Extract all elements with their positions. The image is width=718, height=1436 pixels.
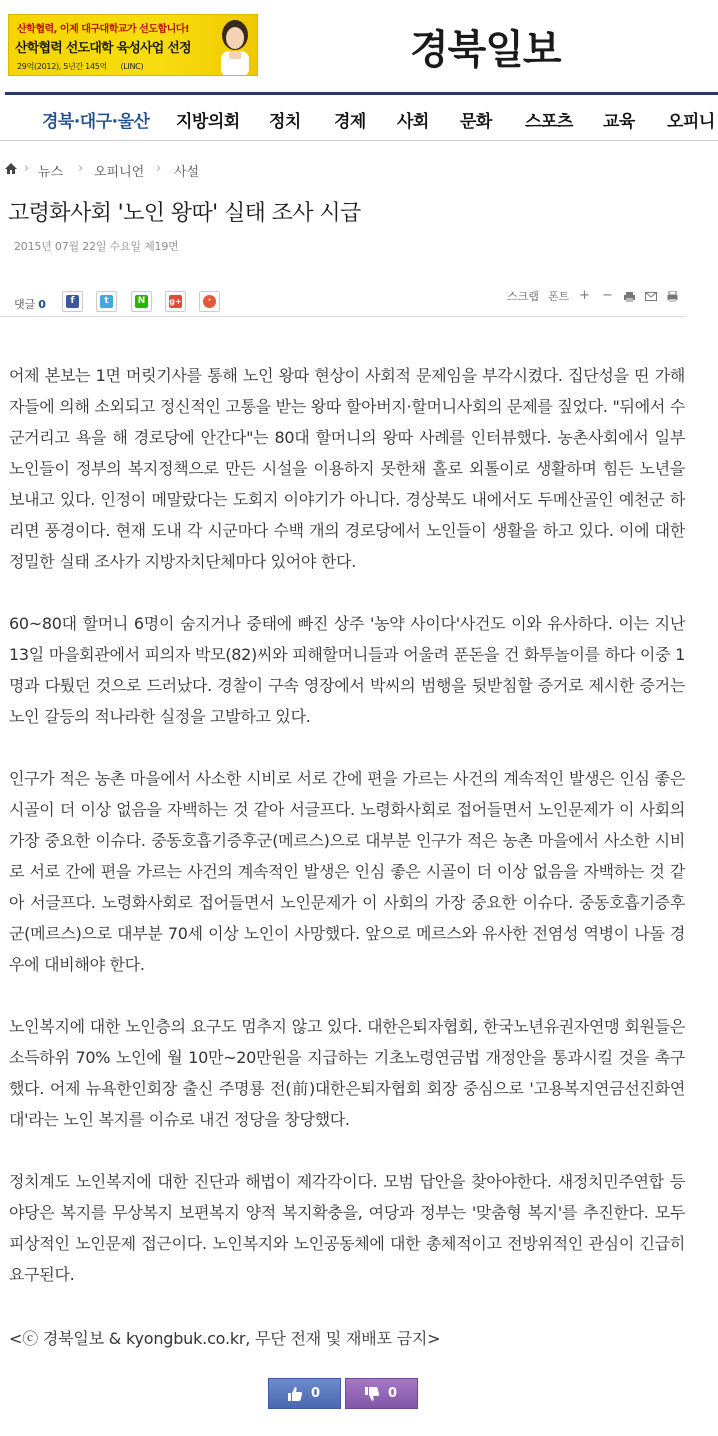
circle-share-icon: · bbox=[203, 295, 216, 308]
article-body bbox=[9, 360, 685, 1321]
chevron-right-icon: › bbox=[24, 161, 30, 176]
site-logo[interactable]: 경북일보 bbox=[410, 27, 561, 73]
banner-headline: 산학협력, 이제 대구대학교가 선도합니다! bbox=[17, 24, 190, 35]
facebook-share-button[interactable] bbox=[62, 291, 83, 312]
print-page-icon[interactable] bbox=[667, 291, 678, 302]
naver-icon: N bbox=[135, 295, 148, 308]
breadcrumb-editorial[interactable]: 사설 bbox=[174, 165, 200, 180]
scrap-button[interactable]: 스크랩 bbox=[507, 290, 539, 303]
article-paragraph: 노인복지에 대한 노인층의 요구도 멈추지 않고 있다. 대한은퇴자협회, 한국노년유권자연맹 회원들은 소득하위 70% 노인에 월 10만~20만원을 지급하는 기초노령연금법 개정안을 통과시킬 것을 촉구했다. 어제 뉴욕한인회장 출신 주명룡 전(前)대한은퇴자협회 회장 중심으로 '고용복지연금선진화연대'라는 노인 복지를 이슈로 내건 정당을 창당했다. bbox=[9, 1017, 685, 1129]
dislike-count: 0 bbox=[388, 1386, 398, 1401]
nav-item-society[interactable]: 사회 bbox=[397, 112, 429, 132]
article-paragraph: 정치계도 노인복지에 대한 진단과 해법이 제각각이다. 모범 답안을 찾아야한다. 새정치민주연합 등 야당은 복지를 무상복지 보편복지 양적 복지확충을, 여당과 정부는 '맞춤형 복지'를 추진한다. 모두 피상적인 노인문제 접근이다. 노인복지와 노인공동체에 대한 총체적이고 전방위적인 관심이 긴급히 요구된다. bbox=[9, 1172, 685, 1284]
article-title: 고령화사회 '노인 왕따' 실태 조사 시급 bbox=[8, 201, 361, 226]
banner-person-image bbox=[215, 15, 253, 76]
dislike-button[interactable] bbox=[345, 1378, 418, 1409]
thumbs-down-icon bbox=[364, 1386, 380, 1402]
article-meta: 2015년 07월 22일 수요일 제19면 bbox=[14, 240, 179, 253]
comment-count[interactable]: 댓글 0 bbox=[14, 298, 46, 311]
nav-item-sports[interactable]: 스포츠 bbox=[525, 112, 573, 132]
font-decrease-icon[interactable]: − bbox=[602, 288, 613, 303]
banner-title: 산학협력 선도대학 육성사업 선정 bbox=[15, 41, 191, 56]
breadcrumb-news[interactable]: 뉴스 bbox=[38, 165, 64, 180]
print-icon[interactable] bbox=[624, 292, 635, 302]
nav-item-council[interactable]: 지방의회 bbox=[176, 112, 240, 132]
chevron-right-icon: › bbox=[156, 161, 162, 176]
naver-share-button[interactable] bbox=[131, 291, 152, 312]
like-count: 0 bbox=[311, 1386, 321, 1401]
main-nav bbox=[0, 95, 718, 141]
twitter-share-button[interactable] bbox=[96, 291, 117, 312]
nav-item-politics[interactable]: 정치 bbox=[269, 112, 301, 132]
breadcrumb-opinion[interactable]: 오피니언 bbox=[94, 165, 145, 180]
font-label: 폰트 bbox=[548, 290, 570, 303]
chevron-right-icon: › bbox=[78, 161, 84, 176]
thumbs-up-icon bbox=[287, 1386, 303, 1402]
twitter-icon: t bbox=[100, 295, 113, 308]
copyright-notice: <ⓒ 경북일보 & kyongbuk.co.kr, 무단 전재 및 재배포 금지> bbox=[9, 1329, 441, 1348]
nav-item-opinion[interactable]: 오피니 bbox=[667, 112, 715, 132]
font-increase-icon[interactable]: + bbox=[579, 288, 590, 303]
article-paragraph: 60~80대 할머니 6명이 숨지거나 중태에 빠진 상주 '농약 사이다'사건도 이와 유사하다. 이는 지난 13일 마을회관에서 피의자 박모(82)씨와 피해할머니들과 어울려 푼돈을 건 화투놀이를 하다 이중 1명과 다퉜던 것으로 드러났다. 경찰이 구속 영장에서 박씨의 범행을 뒷받침할 증거로 제시한 증거는 노인 갈등의 적나라한 실정을 고발하고 있다. bbox=[9, 614, 685, 726]
googleplus-icon: g+ bbox=[169, 297, 182, 306]
article-toolbar bbox=[0, 287, 686, 317]
nav-item-gyeongbuk[interactable]: 경북·대구·울산 bbox=[42, 112, 150, 132]
article-paragraph: 인구가 적은 농촌 마을에서 사소한 시비로 서로 간에 편을 가르는 사건의 계속적인 발생은 인심 좋은 시골이 더 이상 없음을 자백하는 것 같아 서글프다. 노령화사회로 접어들면서 노인문제가 이 사회의 가장 중요한 이슈다. 중동호흡기증후군(메르스)으로 대부분 인구가 적은 농촌 마을에서 사소한 시비로 서로 간에 편을 가르는 사건의 계속적인 발생은 인심 좋은 시골이 더 이상 없음을 자백하는 것 같아 서글프다. 노령화사회로 접어들면서 노인문제가 이 사회의 가장 중요한 이슈다. 중동호흡기증후군(메르스)으로 대부분 70세 이상 노인이 사망했다. 앞으로 메르스와 유사한 전염성 역병이 나돌 경우에 대비해야 한다. bbox=[9, 769, 685, 974]
nav-item-economy[interactable]: 경제 bbox=[334, 112, 366, 132]
other-share-button[interactable] bbox=[199, 291, 220, 312]
home-icon[interactable] bbox=[4, 162, 18, 175]
article-paragraph: 어제 본보는 1면 머릿기사를 통해 노인 왕따 현상이 사회적 문제임을 부각시켰다. 집단성을 띤 가해자들에 의해 소외되고 정신적인 고통을 받는 왕따 할아버지·할머니사회의 문제를 짚었다. "뒤에서 수군거리고 욕을 해 경로당에 안간다"는 80대 할머니의 왕따 사례를 인터뷰했다. 농촌사회에서 일부 노인들이 정부의 복지정책으로 만든 시설을 이용하지 못한채 홀로 외톨이로 생활하며 힘든 노년을 보내고 있다. 인정이 메말랐다는 도회지 이야기가 아니다. 경상북도 내에서도 두메산골인 예천군 하리면 풍경이다. 현재 도내 각 시군마다 수백 개의 경로당에서 노인들이 생활을 하고 있다. 이에 대한 정밀한 실태 조사가 지방자치단체마다 있어야 한다. bbox=[9, 366, 685, 571]
nav-item-culture[interactable]: 문화 bbox=[460, 112, 492, 132]
nav-item-education[interactable]: 교육 bbox=[603, 112, 635, 132]
facebook-icon: f bbox=[66, 295, 79, 308]
ad-banner[interactable] bbox=[8, 14, 258, 76]
googleplus-share-button[interactable] bbox=[165, 291, 186, 312]
banner-subtitle: 29억(2012), 5년간 145억 (LINC) bbox=[17, 62, 144, 71]
like-button[interactable] bbox=[268, 1378, 341, 1409]
email-icon[interactable] bbox=[645, 292, 657, 301]
